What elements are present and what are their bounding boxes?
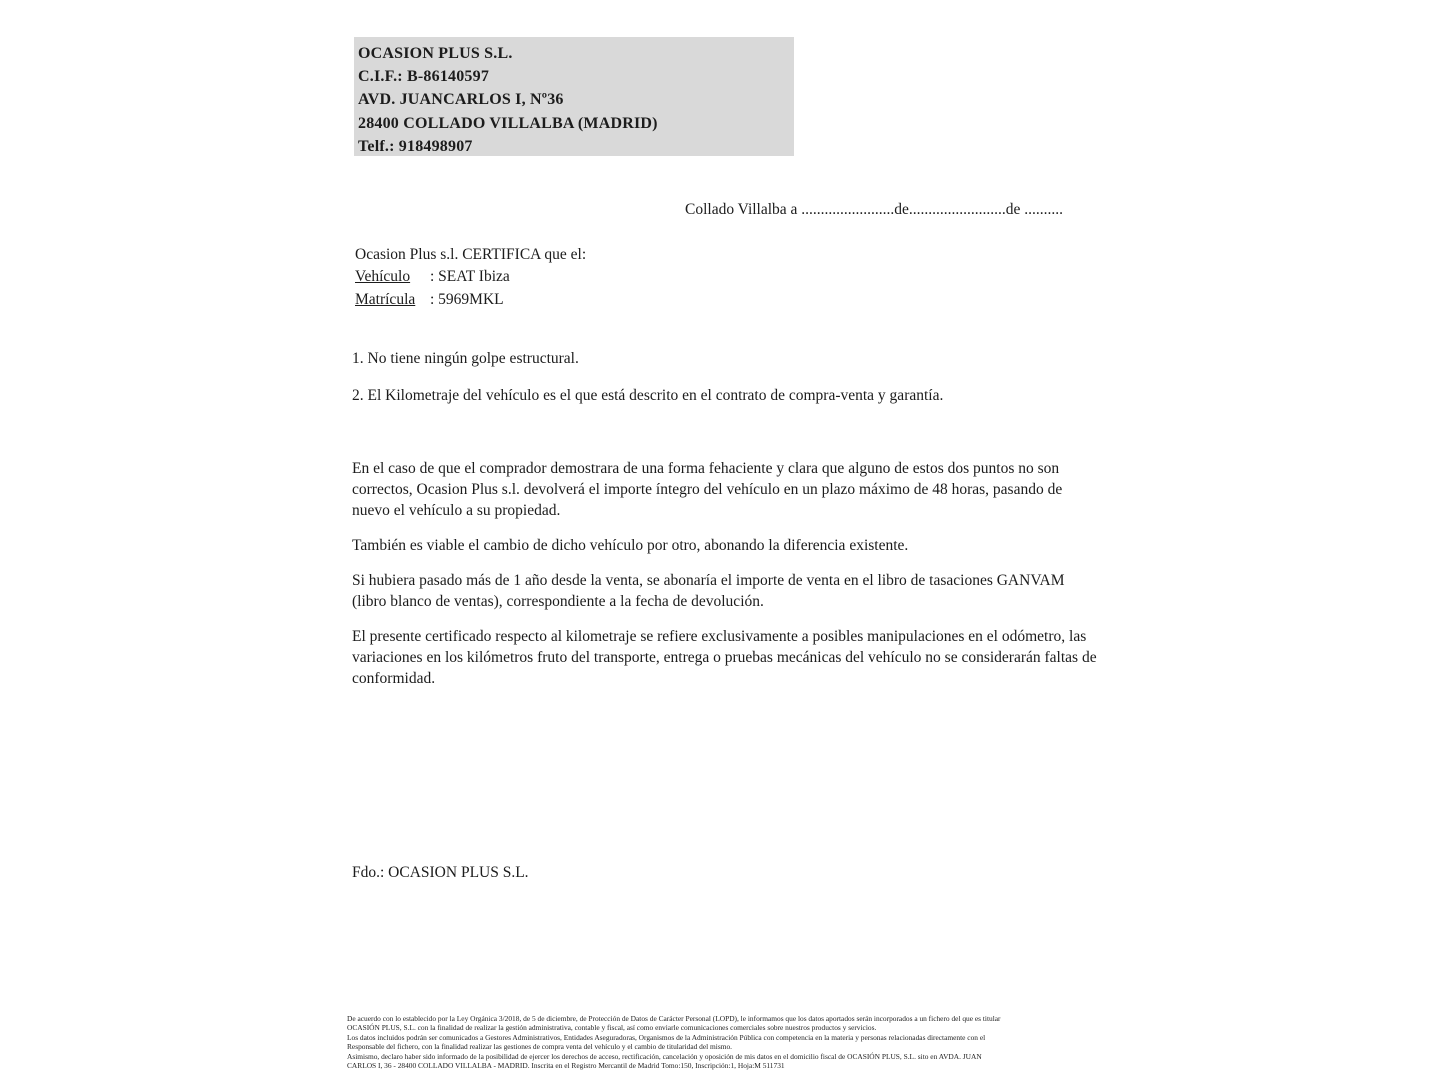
paragraph-exchange: También es viable el cambio de dicho vehículo por otro, abonando la diferencia existente. [352, 537, 909, 554]
vehicle-label: Vehículo [355, 268, 411, 286]
company-name: OCASION PLUS S.L. [358, 45, 513, 62]
signature-line: Fdo.: OCASION PLUS S.L. [352, 864, 529, 881]
point-2: 2. El Kilometraje del vehículo es el que está descrito en el contrato de compra-venta y garantía. [352, 387, 944, 404]
plate-label: Matrícula [355, 290, 416, 308]
date-line: Collado Villalba a ........................de.........................de .......... [685, 201, 1064, 218]
legal-line-2: OCASIÓN PLUS, S.L. con la finalidad de realizar la gestión administrativa, contable y fiscal, así como enviarle comunicaciones comerciales sobre nuestros productos y servicios. [347, 1023, 877, 1033]
legal-line-4: Responsable del fichero, con la finalidad realizar las gestiones de compra venta del vehículo y el cambio de titularidad del mismo. [347, 1042, 733, 1052]
certified-points [352, 348, 943, 406]
company-letterhead-box [354, 37, 794, 156]
certify-block [355, 244, 586, 311]
vehicle-row [355, 266, 586, 288]
company-address: AVD. JUANCARLOS I, Nº36 [358, 91, 564, 109]
paragraph-odometer: El presente certificado respecto al kilometraje se refiere exclusivamente a posibles manipulaciones en el odómetro, las variaciones en los kilómetros fruto del transporte, entrega o pruebas mecánicas del vehículo no se considerarán faltas de conformidad. [352, 628, 1097, 687]
certify-intro: Ocasion Plus s.l. CERTIFICA que el: [355, 246, 587, 263]
point-1: 1. No tiene ningún golpe estructural. [352, 350, 579, 367]
company-cif: C.I.F.: B-86140597 [358, 68, 490, 86]
plate-row [355, 289, 586, 311]
legal-fine-print [347, 1014, 1092, 1070]
plate-value: : 5969MKL [430, 290, 504, 308]
legal-line-1: De acuerdo con lo establecido por la Ley Orgánica 3/2018, de 5 de diciembre, de Protección de Datos de Carácter Personal (LOPD), le informamos que los datos aportados serán incorporados a un fichero del que es titular [347, 1014, 1001, 1023]
company-phone: Telf.: 918498907 [358, 137, 473, 155]
paragraph-refund: En el caso de que el comprador demostrara de una forma fehaciente y clara que alguno de estos dos puntos no son correctos, Ocasion Plus s.l. devolverá el importe íntegro del vehículo en un plazo máximo de 48 horas, pasando de nuevo el vehículo a su propiedad. [352, 460, 1063, 519]
body-paragraphs [352, 458, 1097, 703]
legal-line-3: Los datos incluidos podrán ser comunicados a Gestores Administrativos, Entidades Aseguradoras, Organismos de la Administración Pública con competencia en la materia y personas relacionadas directamente con el [347, 1032, 986, 1042]
legal-line-5: Asimismo, declaro haber sido informado de la posibilidad de ejercer los derechos de acceso, rectificación, cancelación y oposición de mis datos en el domicilio fiscal de OCASIÓN PLUS, S.L. sito en AVDA. JUAN [347, 1051, 982, 1061]
paragraph-ganvam: Si hubiera pasado más de 1 año desde la venta, se abonaría el importe de venta en el libro de tasaciones GANVAM (libro blanco de ventas), correspondiente a la fecha de devolución. [352, 572, 1065, 610]
company-city: 28400 COLLADO VILLALBA (MADRID) [358, 114, 658, 132]
legal-line-6: CARLOS I, 36 - 28400 COLLADO VILLALBA - MADRID. Inscrita en el Registro Mercantil de Madrid Tomo:150, Inscripción:1, Hoja:M 511731 [347, 1061, 785, 1071]
vehicle-value: : SEAT Ibiza [430, 268, 510, 286]
